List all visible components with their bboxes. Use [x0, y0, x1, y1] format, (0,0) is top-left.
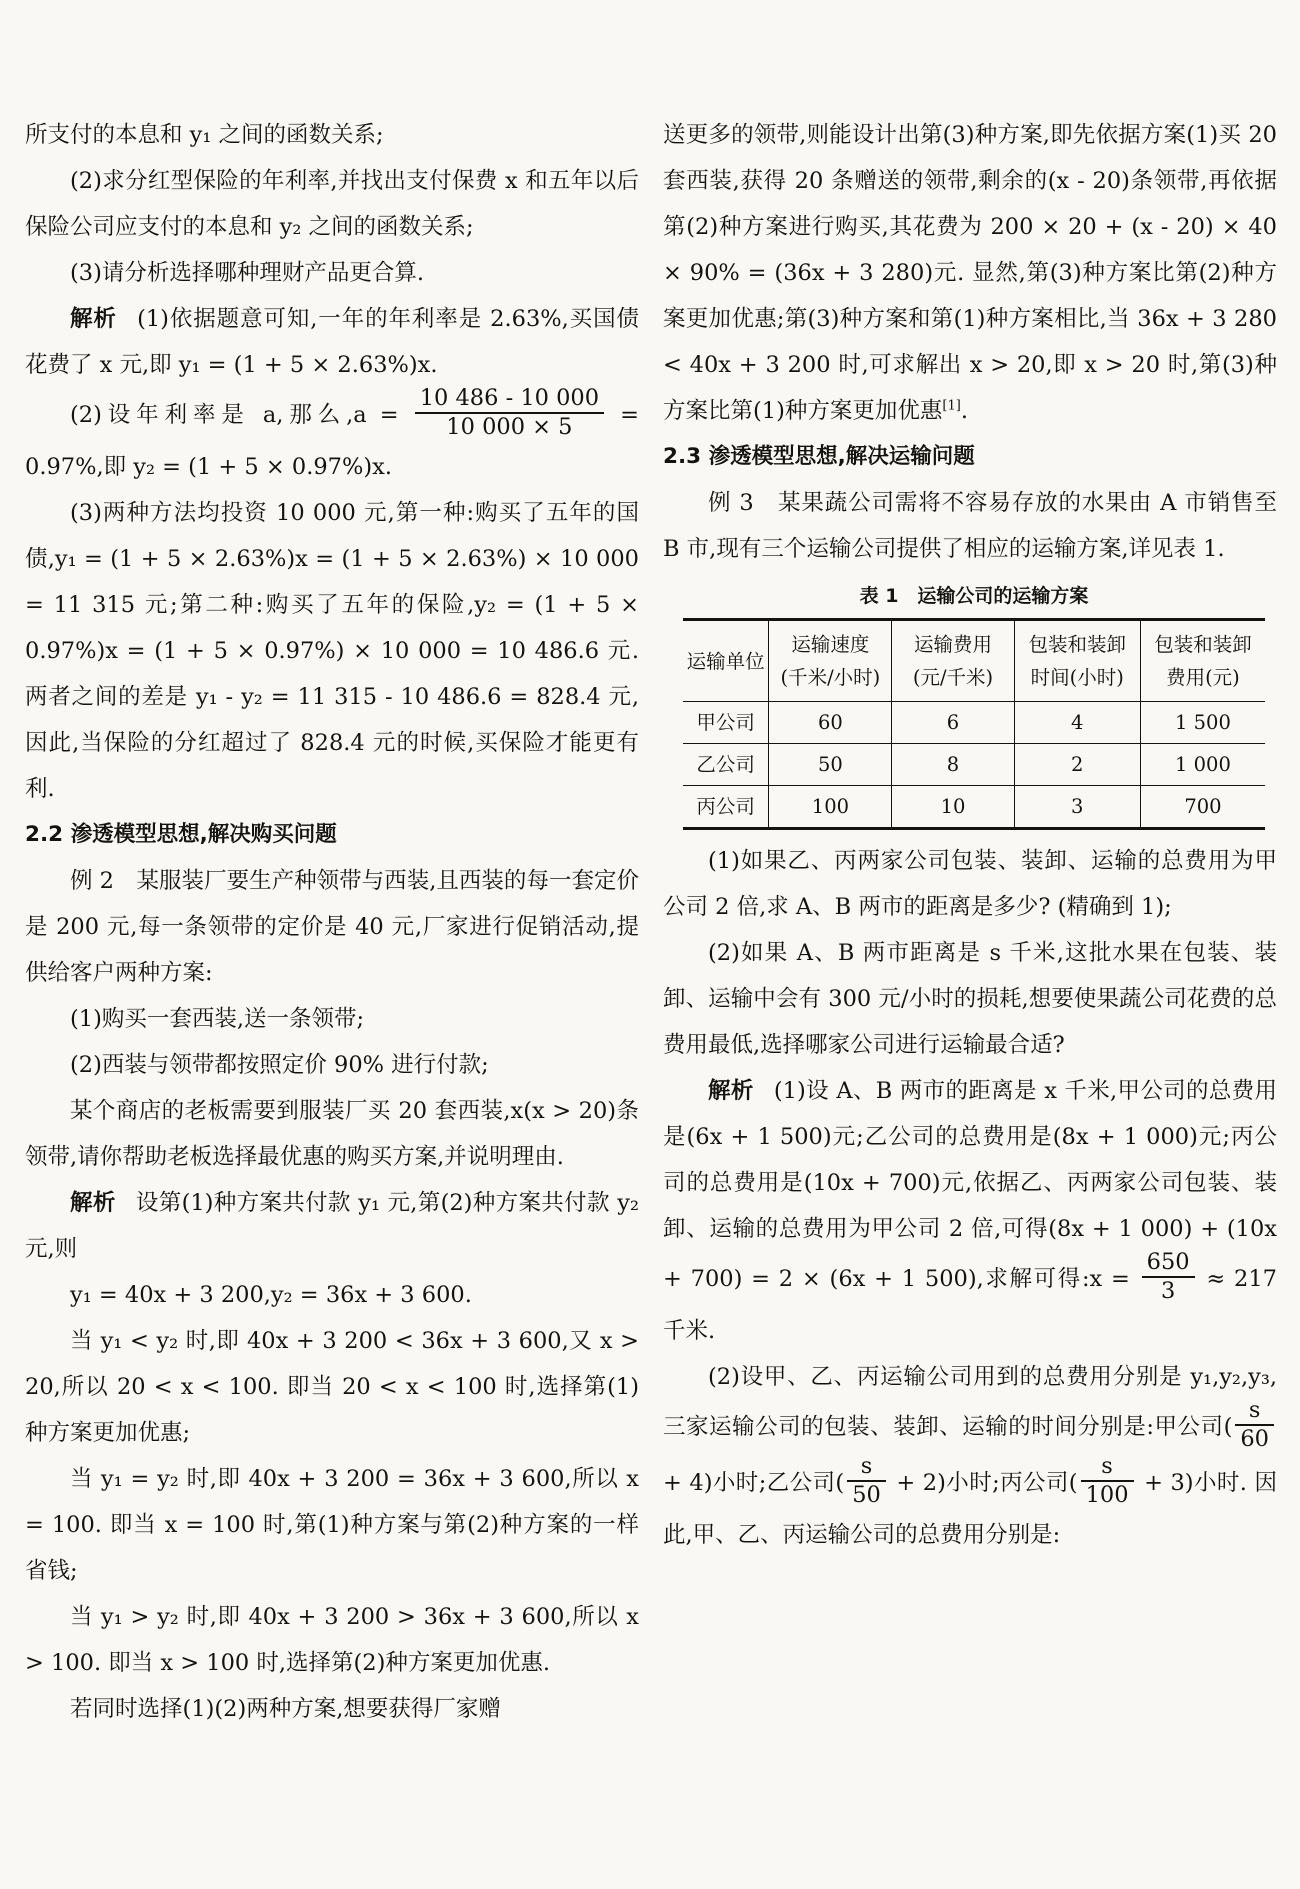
example-2-paragraph: 例 2 某服装厂要生产种领带与西装,且西装的每一套定价是 200 元,每一条领带的定价是 40 元,厂家进行促销活动,提供给客户两种方案:	[25, 868, 639, 986]
table-row	[683, 744, 1265, 786]
table-cell: 6	[892, 702, 1014, 744]
paragraph-text: (1)设 A、B 两市的距离是 x 千米,甲公司的总费用是(6x + 1 500)元;乙公司的总费用是(8x + 1 000)元;丙公司的总费用是(10x + 700)元,依据乙、丙两家公司包装、装卸、运输的总费用为甲公司 2 倍,可得(8x + 1 000) + (10x + 700) = 2 × (6x + 1 500),求解可得:x =	[663, 1078, 1277, 1292]
fraction	[1081, 1453, 1134, 1509]
table-cell: 1 500	[1140, 702, 1265, 744]
table-row	[683, 702, 1265, 744]
header-line1: 包装和装卸	[1028, 633, 1126, 656]
paragraph: (3)两种方法均投资 10 000 元,第一种:购买了五年的国债,y₁ = (1 + 5 × 2.63%)x = (1 + 5 × 2.63%) × 10 000 = 11 315 元;第二种:购买了五年的保险,y₂ = (1 + 5 × 0.97%)x = (1 + 5 × 0.97%) × 10 000 = 10 486.6 元. 两者之间的差是 y₁ - y₂ = 11 315 - 10 486.6 = 828.4 元,因此,当保险的分红超过了 828.4 元的时候,买保险才能更有利.	[25, 500, 639, 802]
table-cell: 60	[769, 702, 892, 744]
paragraph: 当 y₁ = y₂ 时,即 40x + 3 200 = 36x + 3 600,所以 x = 100. 即当 x = 100 时,第(1)种方案与第(2)种方案的一样省钱;	[25, 1466, 639, 1584]
paragraph: (3)请分析选择哪种理财产品更合算.	[70, 260, 425, 286]
paragraph: (1)如果乙、丙两家公司包装、装卸、运输的总费用为甲公司 2 倍,求 A、B 两市的距离是多少? (精确到 1);	[663, 848, 1277, 920]
section-heading-2-2: 2.2 渗透模型思想,解决购买问题	[25, 822, 337, 847]
equation-text: (2)设年利率是 a,那么,a =	[70, 402, 412, 428]
paragraph	[663, 1354, 1277, 1558]
display-formula: y₁ = 40x + 3 200,y₂ = 36x + 3 600.	[70, 1282, 472, 1308]
paragraph-text: (1)依据题意可知,一年的年利率是 2.63%,买国债花费了 x 元,即 y₁ = (1 + 5 × 2.63%)x.	[25, 306, 639, 378]
table-header-cell	[892, 620, 1014, 702]
header-line1: 运输速度	[791, 633, 870, 656]
paragraph: 当 y₁ > y₂ 时,即 40x + 3 200 > 36x + 3 600,所以 x > 100. 即当 x > 100 时,选择第(2)种方案更加优惠.	[25, 1604, 639, 1676]
right-column	[663, 112, 1277, 1558]
transport-plans-table	[683, 618, 1265, 830]
paragraph: 当 y₁ < y₂ 时,即 40x + 3 200 < 36x + 3 600,又 x > 20,所以 20 < x < 100. 即当 20 < x < 100 时,选择第(1)种方案更加优惠;	[25, 1328, 639, 1446]
equation-text: = 0.97%,即 y₂ = (1 + 5 × 0.97%)x.	[25, 402, 639, 480]
paragraph: 若同时选择(1)(2)两种方案,想要获得厂家赠	[70, 1696, 501, 1722]
paragraph-text: + 2)小时;丙公司(	[888, 1470, 1078, 1496]
table-row	[683, 786, 1265, 829]
table-header-cell: 运输单位	[683, 620, 769, 702]
table-cell: 丙公司	[683, 786, 769, 829]
fraction-denominator: 10 000 × 5	[415, 412, 604, 441]
table-cell: 1 000	[1140, 744, 1265, 786]
paragraph-text: + 4)小时;乙公司(	[663, 1470, 845, 1496]
header-line2: 费用(元)	[1166, 666, 1240, 689]
table-cell: 10	[892, 786, 1014, 829]
paragraph: (2)求分红型保险的年利率,并找出支付保费 x 和五年以后保险公司应支付的本息和 y₂ 之间的函数关系;	[25, 168, 639, 240]
table-1-block	[683, 578, 1265, 830]
citation-ref: [1]	[942, 398, 961, 414]
fraction-denominator: 60	[1235, 1424, 1274, 1453]
table-header-cell	[769, 620, 892, 702]
paragraph-text: 设第(1)种方案共付款 y₁ 元,第(2)种方案共付款 y₂ 元,则	[25, 1190, 639, 1262]
header-line2: 时间(小时)	[1030, 666, 1124, 689]
solution-paragraph	[663, 1068, 1277, 1354]
fraction-numerator: 10 486 - 10 000	[419, 385, 600, 411]
table-header-cell	[1014, 620, 1140, 702]
fraction-denominator: 50	[847, 1480, 886, 1509]
table-cell: 3	[1014, 786, 1140, 829]
header-line1: 包装和装卸	[1154, 633, 1252, 656]
fraction-numerator: 650	[1146, 1249, 1190, 1275]
table-cell: 50	[769, 744, 892, 786]
table-header-cell	[1140, 620, 1265, 702]
fraction	[1235, 1397, 1274, 1453]
example-3-paragraph: 例 3 某果蔬公司需将不容易存放的水果由 A 市销售至 B 市,现有三个运输公司提供了相应的运输方案,详见表 1.	[663, 490, 1277, 562]
fraction	[1142, 1249, 1195, 1305]
solution-label: 解析	[708, 1078, 754, 1104]
solution-paragraph	[25, 1180, 639, 1272]
header-line1: 运输费用	[913, 633, 992, 656]
paragraph-text: (2)设甲、乙、丙运输公司用到的总费用分别是 y₁,y₂,y₃,三家运输公司的包装、装卸、运输的时间分别是:甲公司(	[663, 1364, 1277, 1440]
table-cell: 乙公司	[683, 744, 769, 786]
solution-label: 解析	[70, 1190, 116, 1216]
table-header-row	[683, 620, 1265, 702]
fraction-denominator: 100	[1081, 1480, 1134, 1509]
paragraph: (1)购买一套西装,送一条领带;	[70, 1006, 365, 1032]
table-cell: 4	[1014, 702, 1140, 744]
table-cell: 700	[1184, 795, 1222, 818]
table-cell: 100	[769, 786, 892, 829]
solution-paragraph	[25, 296, 639, 388]
paragraph: 某个商店的老板需要到服装厂买 20 套西装,x(x > 20)条领带,请你帮助老板选择最优惠的购买方案,并说明理由.	[25, 1098, 639, 1170]
fraction	[415, 385, 604, 441]
solution-label: 解析	[70, 306, 117, 332]
fraction-denominator: 3	[1142, 1276, 1195, 1305]
left-column	[25, 112, 639, 1732]
fraction-numerator: s	[1101, 1453, 1113, 1479]
paragraph: (2)西装与领带都按照定价 90% 进行付款;	[70, 1052, 489, 1078]
paragraph-text: ≈ 217 千米.	[663, 1266, 1277, 1344]
paragraph-text: .	[960, 398, 969, 424]
table-cell: 8	[892, 744, 1014, 786]
paragraph: 所支付的本息和 y₁ 之间的函数关系;	[25, 122, 384, 148]
paragraph: (2)如果 A、B 两市距离是 s 千米,这批水果在包装、装卸、运输中会有 300 元/小时的损耗,想要使果蔬公司花费的总费用最低,选择哪家公司进行运输最合适?	[663, 940, 1277, 1058]
equation-paragraph	[25, 385, 639, 490]
table-cell: 甲公司	[683, 702, 769, 744]
paragraph	[663, 112, 1277, 434]
table-cell: 2	[1014, 744, 1140, 786]
fraction-numerator: s	[1248, 1397, 1261, 1423]
paragraph-text: + 3)小时. 因此,甲、乙、丙运输公司的总费用分别是:	[663, 1470, 1278, 1548]
fraction	[847, 1453, 886, 1509]
table-caption: 表 1 运输公司的运输方案	[859, 585, 1089, 607]
fraction-numerator: s	[860, 1453, 873, 1479]
paragraph-text: 送更多的领带,则能设计出第(3)种方案,即先依据方案(1)买 20 套西装,获得 20 条赠送的领带,剩余的(x - 20)条领带,再依据第(2)种方案进行购买,其花费为 200 × 20 + (x - 20) × 40 × 90% = (36x + 3 280)元. 显然,第(3)种方案比第(2)种方案更加优惠;第(3)种方案和第(1)种方案相比,当 36x + 3 280 < 40x + 3 200 时,可求解出 x > 20,即 x > 20 时,第(3)种方案比第(1)种方案更加优惠	[663, 122, 1277, 424]
section-heading-2-3: 2.3 渗透模型思想,解决运输问题	[663, 444, 975, 469]
header-line2: (千米/小时)	[780, 666, 881, 689]
header-line2: (元/千米)	[912, 666, 994, 689]
